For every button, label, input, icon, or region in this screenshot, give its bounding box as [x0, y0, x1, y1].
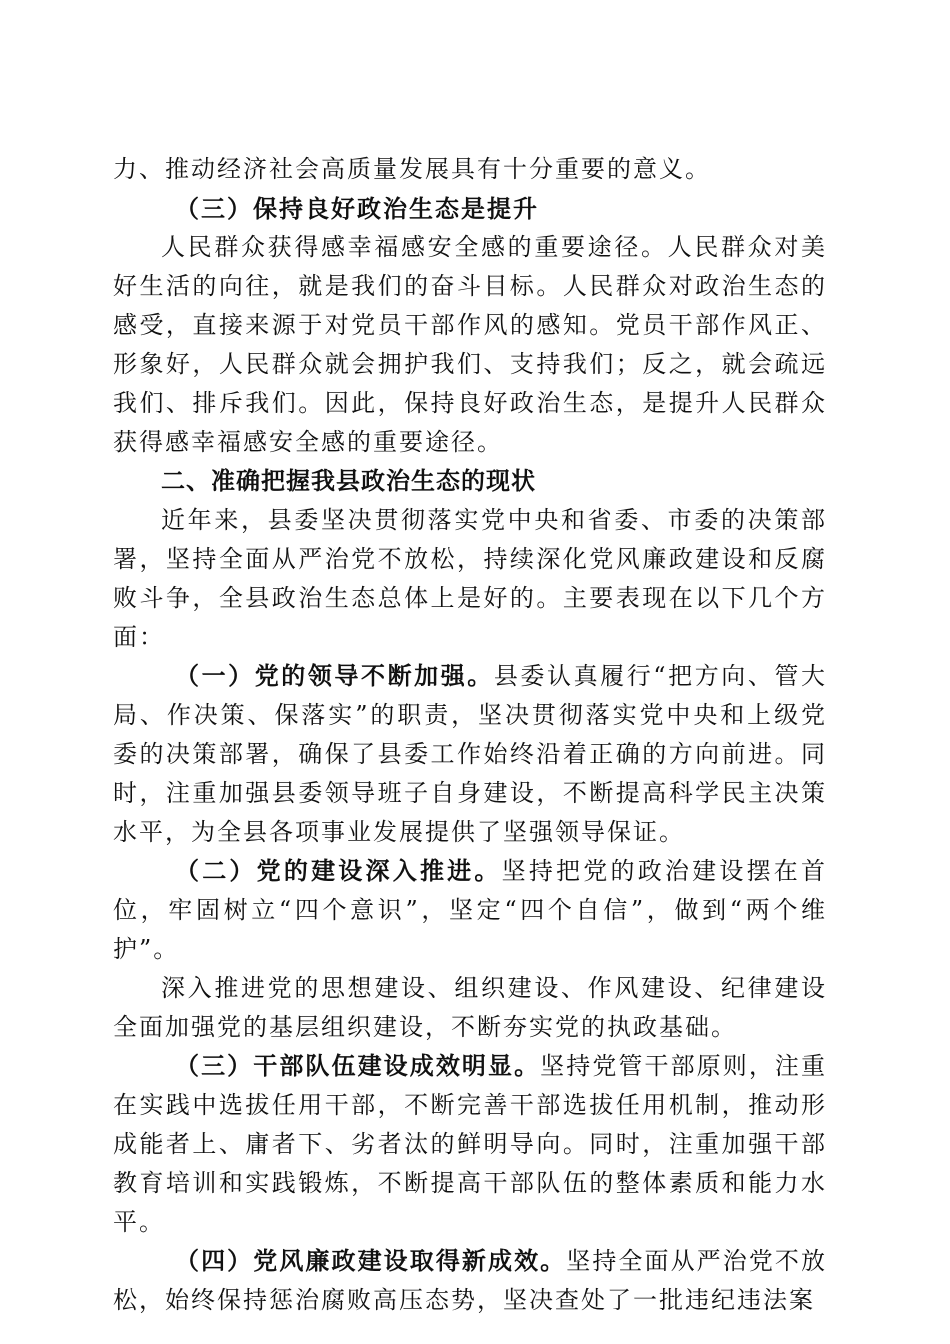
- body-party-leadership: 县委认真履行“把方向、管大局、作决策、保落实”的职责，坚决贯彻落实党中央和上级党委的决策部署，确保了县委工作始终沿着正确的方向前进。同时，注重加强县委领导班子自身建设，不断提高科学民主决策水平，为全县各项事业发展提供了坚强领导保证。: [113, 662, 827, 846]
- paragraph-continuation: 力、推动经济社会高质量发展具有十分重要的意义。: [113, 155, 711, 183]
- subheading-political-ecology-3: （三）保持良好政治生态是提升: [175, 194, 539, 223]
- body-party-building: 坚持把党的政治建设摆在首位，牢固树立“四个意识”，坚定“四个自信”，做到“两个维护”。: [113, 857, 827, 963]
- body-cadre-team: 坚持党管干部原则，注重在实践中选拔任用干部，不断完善干部选拔任用机制，推动形成能者上、庸者下、劣者汰的鲜明导向。同时，注重加强干部教育培训和实践锻炼，不断提高干部队伍的整体素质和能力水平。: [113, 1052, 828, 1236]
- paragraph-cadre-team: [113, 1047, 827, 1242]
- paragraph-recent-years: 近年来，县委坚决贯彻落实党中央和省委、市委的决策部署，坚持全面从严治党不放松，持续深化党风廉政建设和反腐败斗争，全县政治生态总体上是好的。主要表现在以下几个方面：: [113, 506, 827, 651]
- paragraph-party-leadership: [113, 657, 827, 852]
- section-heading-current-status: 二、准确把握我县政治生态的现状: [161, 467, 536, 495]
- body-clean-government: 坚持全面从严治党不放松，始终保持惩治腐败高压态势，坚决查处了一批违纪违法案: [113, 1247, 827, 1314]
- lead-party-building: （二）党的建设深入推进。: [175, 857, 502, 885]
- paragraph-clean-government: [113, 1242, 827, 1320]
- lead-party-leadership: （一）党的领导不断加强。: [175, 662, 494, 690]
- paragraph-people-satisfaction: 人民群众获得感幸福感安全感的重要途径。人民群众对美好生活的向往，就是我们的奋斗目标。人民群众对政治生态的感受，直接来源于对党员干部作风的感知。党员干部作风正、形象好，人民群众就会拥护我们、支持我们；反之，就会疏远我们、排斥我们。因此，保持良好政治生态，是提升人民群众获得感幸福感安全感的重要途径。: [113, 233, 827, 456]
- lead-clean-government: （四）党风廉政建设取得新成效。: [175, 1247, 567, 1275]
- document-body: [113, 150, 827, 1320]
- paragraph-party-building: [113, 852, 827, 969]
- lead-cadre-team: （三）干部队伍建设成效明显。: [175, 1052, 541, 1080]
- paragraph-deepen-building: 深入推进党的思想建设、组织建设、作风建设、纪律建设全面加强党的基层组织建设，不断夯实党的执政基础。: [113, 974, 827, 1041]
